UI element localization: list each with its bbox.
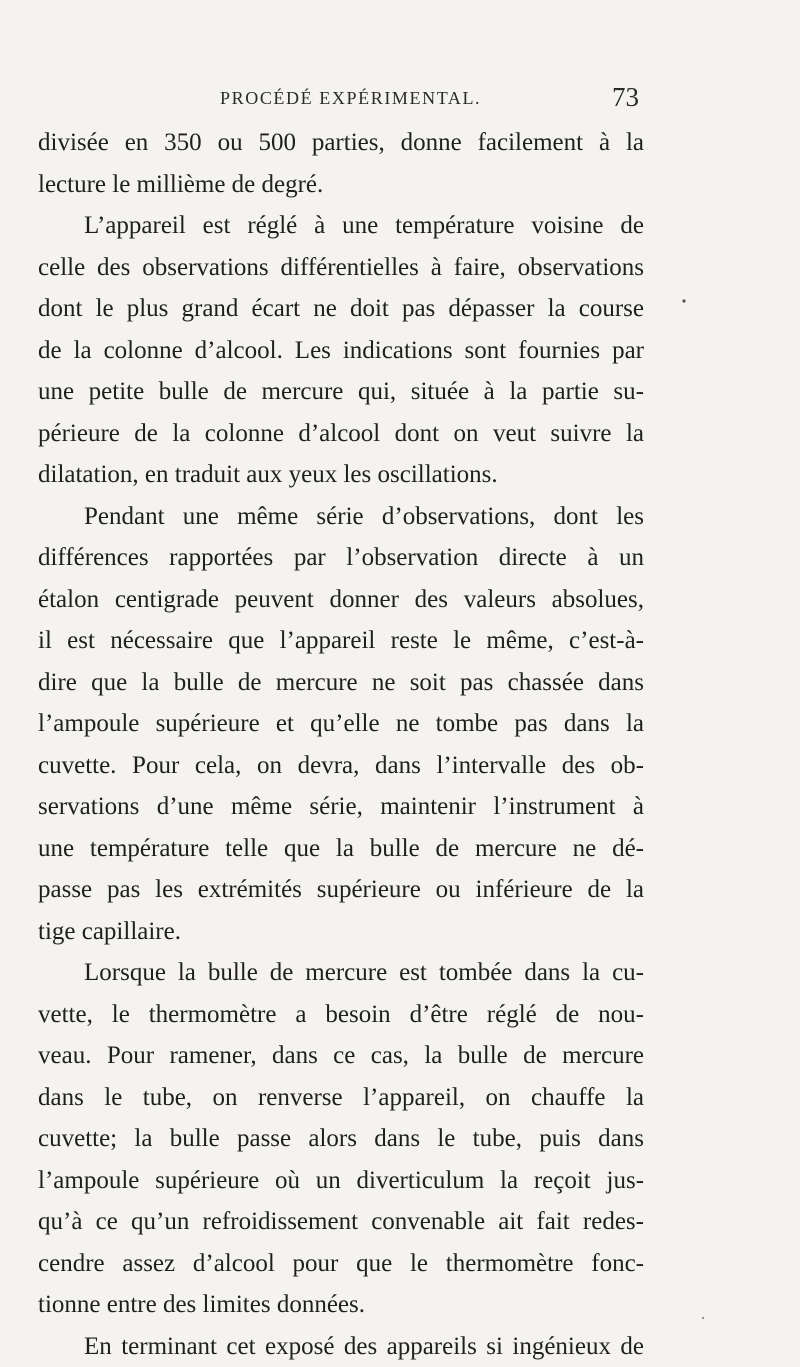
body-text bbox=[38, 122, 644, 1367]
text-line: de la colonne d’alcool. Les indications sont fournies par bbox=[38, 330, 644, 372]
text-line: servations d’une même série, maintenir l’instrument à bbox=[38, 786, 644, 828]
text-line: vette, le thermomètre a besoin d’être réglé de nou- bbox=[38, 994, 644, 1036]
text-line: l’ampoule supérieure et qu’elle ne tombe pas dans la bbox=[38, 703, 644, 745]
text-line: divisée en 350 ou 500 parties, donne facilement à la bbox=[38, 122, 644, 164]
text-line: étalon centigrade peuvent donner des valeurs absolues, bbox=[38, 579, 644, 621]
text-line: Lorsque la bulle de mercure est tombée dans la cu- bbox=[38, 952, 644, 994]
text-line: une température telle que la bulle de mercure ne dé- bbox=[38, 828, 644, 870]
text-line: dilatation, en traduit aux yeux les oscillations. bbox=[38, 454, 644, 496]
text-line: L’appareil est réglé à une température voisine de bbox=[38, 205, 644, 247]
text-line: cuvette; la bulle passe alors dans le tube, puis dans bbox=[38, 1118, 644, 1160]
page-number: 73 bbox=[612, 82, 639, 113]
paper-speck bbox=[682, 299, 685, 302]
text-line: veau. Pour ramener, dans ce cas, la bulle de mercure bbox=[38, 1035, 644, 1077]
text-line: En terminant cet exposé des appareils si ingénieux de bbox=[38, 1326, 644, 1367]
text-line: l’ampoule supérieure où un diverticulum la reçoit jus- bbox=[38, 1160, 644, 1202]
text-line: dans le tube, on renverse l’appareil, on chauffe la bbox=[38, 1077, 644, 1119]
text-line: une petite bulle de mercure qui, située à la partie su- bbox=[38, 371, 644, 413]
text-line: tionne entre des limites données. bbox=[38, 1284, 644, 1326]
text-line: dire que la bulle de mercure ne soit pas chassée dans bbox=[38, 662, 644, 704]
text-line: cuvette. Pour cela, on devra, dans l’intervalle des ob- bbox=[38, 745, 644, 787]
text-line: différences rapportées par l’observation directe à un bbox=[38, 537, 644, 579]
text-line: il est nécessaire que l’appareil reste le même, c’est-à- bbox=[38, 620, 644, 662]
text-line: cendre assez d’alcool pour que le thermomètre fonc- bbox=[38, 1243, 644, 1285]
running-head bbox=[0, 82, 800, 118]
text-line: tige capillaire. bbox=[38, 911, 644, 953]
paper-speck bbox=[702, 1317, 704, 1319]
text-line: Pendant une même série d’observations, dont les bbox=[38, 496, 644, 538]
running-head-title: PROCÉDÉ EXPÉRIMENTAL. bbox=[220, 88, 481, 109]
text-line: qu’à ce qu’un refroidissement convenable ait fait redes- bbox=[38, 1201, 644, 1243]
text-line: périeure de la colonne d’alcool dont on veut suivre la bbox=[38, 413, 644, 455]
text-line: dont le plus grand écart ne doit pas dépasser la course bbox=[38, 288, 644, 330]
text-line: lecture le millième de degré. bbox=[38, 164, 644, 206]
text-line: passe pas les extrémités supérieure ou inférieure de la bbox=[38, 869, 644, 911]
text-line: celle des observations différentielles à faire, observations bbox=[38, 247, 644, 289]
